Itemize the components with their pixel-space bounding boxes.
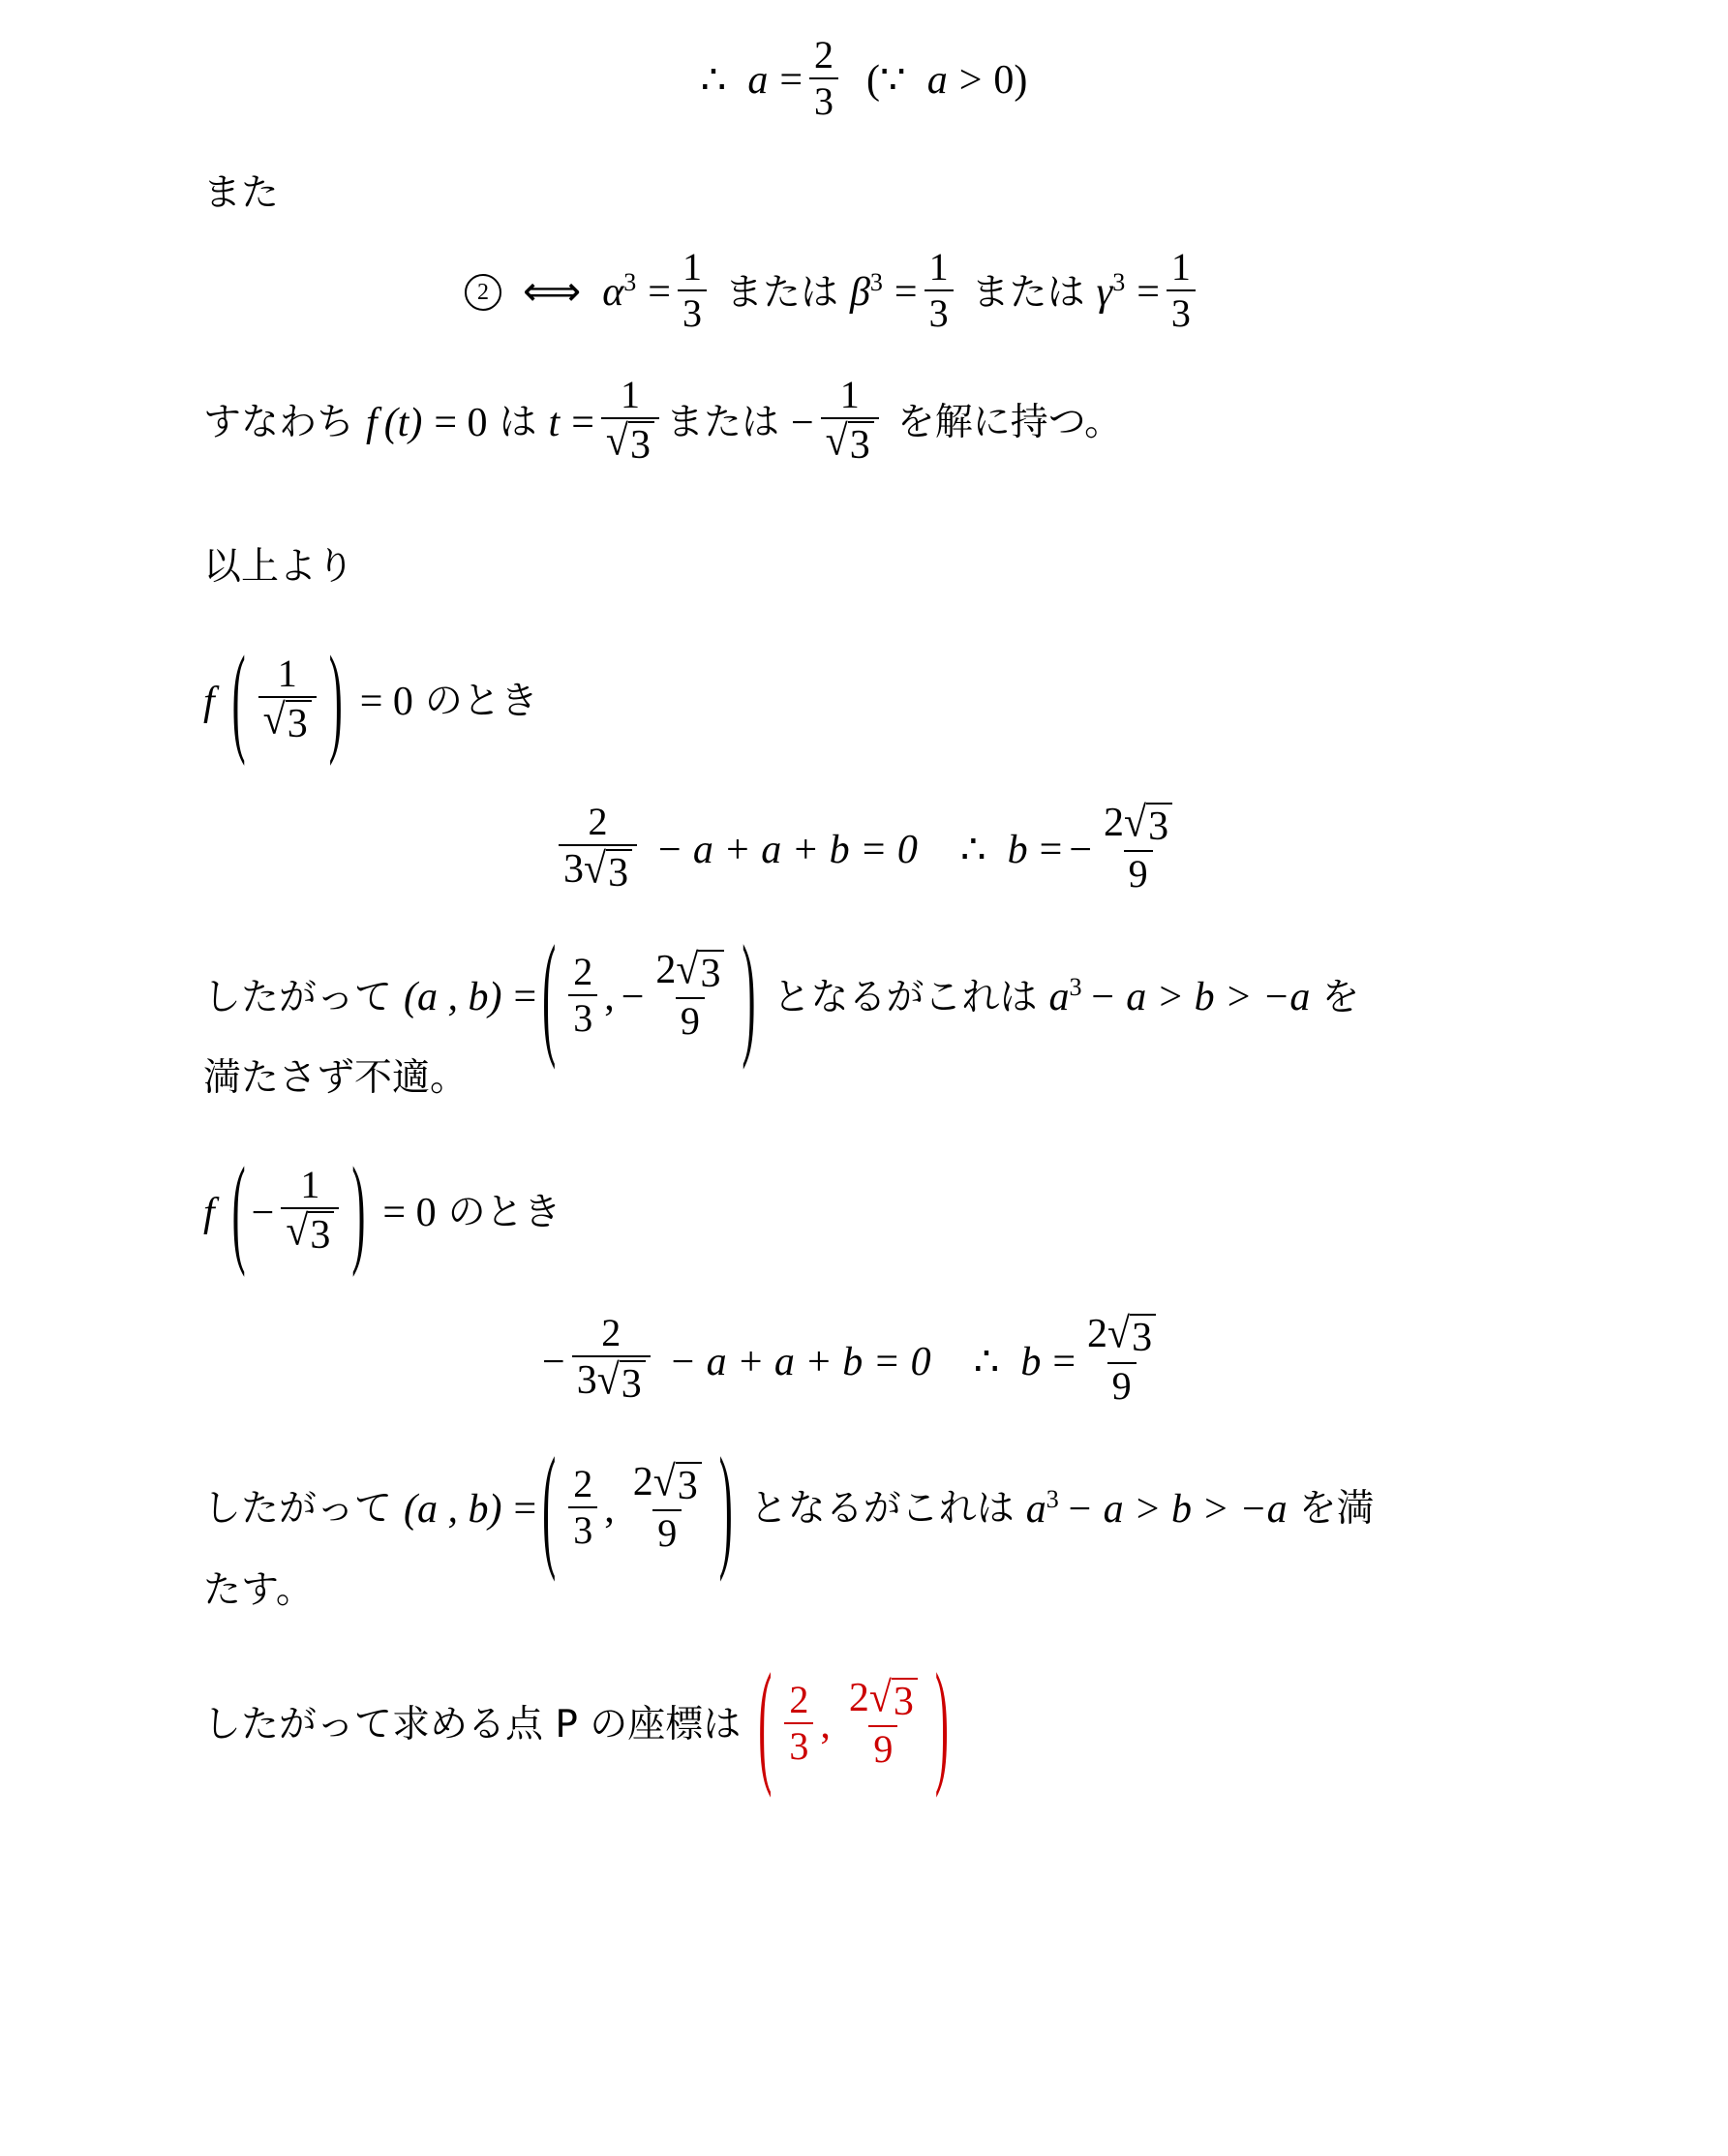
fraction-2sqrt3-over-9-neg: 2 √ 3 9 bbox=[1099, 802, 1177, 895]
condition-rest-1: − a > b > −a bbox=[1088, 975, 1311, 1020]
expression-case2-lhs: − a + a + b = 0 bbox=[668, 1339, 931, 1384]
paren-pair-case1: ( $\frac{2}{3}$ , − 2 √ 3 9 ) bbox=[542, 922, 756, 1074]
fraction-2sqrt3-9-case2: 2 √ 3 9 bbox=[628, 1461, 707, 1554]
text-matawa-1: または bbox=[724, 270, 838, 315]
sqrt-3-den1: √ 3 bbox=[584, 849, 632, 895]
sqrt-3-pair2: √ 3 bbox=[653, 1462, 702, 1507]
final-fraction-2sqrt3-9: 2 √ 3 9 bbox=[844, 1677, 923, 1770]
final-answer: したがって求める点 P の座標は ( $\frac{2}{3}$ , 2 √ 3 9 ) bbox=[0, 1679, 1728, 1772]
circled-number-2: 2 bbox=[465, 274, 501, 311]
equation-case2-solve bbox=[0, 1311, 1728, 1408]
variable-a-cond: a bbox=[926, 58, 948, 103]
fraction-2-over-3sqrt3: 2 3 √ 3 bbox=[559, 802, 637, 895]
beta-symbol: $\beta^3$ bbox=[849, 268, 883, 315]
conclusion-case1-cont: 満たさず不適。 bbox=[203, 1056, 469, 1101]
greater-than: > bbox=[958, 58, 983, 103]
conclusion-case2: したがって (a , b) = ( $\frac{2}{3}$ , 2 √ 3 9 ) となるがこれは $a^3$ − a > b > −a を満 bbox=[203, 1433, 1375, 1585]
equals-zero: = 0 bbox=[434, 400, 488, 445]
minus-sign-1: − bbox=[790, 400, 814, 445]
sqrt-3-pair1: √ 3 bbox=[676, 950, 724, 995]
minus-lead-case2: − bbox=[542, 1339, 565, 1384]
function-f-case2: f bbox=[203, 1190, 215, 1235]
sqrt-3-a: √ 3 bbox=[606, 421, 654, 467]
iff-symbol: ⟺ bbox=[523, 270, 582, 315]
text-ijou-yori: 以上より bbox=[203, 545, 355, 590]
variable-t: t bbox=[548, 400, 561, 445]
arg-t: (t) bbox=[383, 400, 423, 445]
minus-case2: − bbox=[251, 1190, 275, 1235]
conclusion-case2-cont: たす。 bbox=[203, 1567, 314, 1612]
fraction-two-thirds: $\frac{2}{3}$ bbox=[809, 35, 838, 122]
condition-rest-2: − a > b > −a bbox=[1065, 1486, 1288, 1532]
equation-case1-solve bbox=[0, 799, 1728, 896]
fraction-one-over-sqrt3-b: 1 √ 3 bbox=[821, 375, 879, 467]
equals-zero-case1: = 0 bbox=[359, 679, 413, 724]
fraction-2-over-3sqrt3-case2: 2 3 √ 3 bbox=[572, 1313, 651, 1406]
therefore-symbol: ∴ bbox=[700, 58, 727, 103]
paren-group-case2: ( − 1 √ 3 ) bbox=[231, 1145, 366, 1280]
sqrt-3-case1: √ 3 bbox=[263, 700, 312, 745]
equals-zero-case2: = 0 bbox=[382, 1190, 437, 1235]
variable-b-case1: b bbox=[1007, 828, 1028, 873]
equals-3: = bbox=[1137, 270, 1160, 315]
fraction-one-third-2: $\frac{1}{3}$ bbox=[925, 247, 954, 334]
equals-4: = bbox=[571, 400, 594, 445]
therefore-case1: ∴ bbox=[959, 828, 986, 873]
case-2-heading: f ( − 1 √ 3 ) = 0 のとき bbox=[203, 1145, 561, 1280]
text-matawa-2: または bbox=[971, 270, 1085, 315]
variable-b-case2: b bbox=[1020, 1339, 1042, 1384]
zero-close: 0) bbox=[993, 58, 1028, 103]
function-f-case1: f bbox=[203, 679, 215, 724]
fraction-2-3-case1: $\frac{2}{3}$ bbox=[568, 952, 597, 1039]
pair-ab-case2: (a , b) bbox=[404, 1486, 502, 1532]
fraction-one-over-sqrt3-a: 1 √ 3 bbox=[601, 375, 659, 467]
text-matawa-3: または bbox=[665, 401, 779, 445]
conclusion-case1: したがって (a , b) = ( $\frac{2}{3}$ , − 2 √ 3 9 ) となるがこれは $a^3$ − a > b > −a を bbox=[203, 922, 1360, 1074]
statement-roots: すなわち f (t) = 0 は t = 1 √ 3 または − 1 √ 3 を解に持つ。 bbox=[203, 373, 1123, 468]
because-open: (∵ bbox=[866, 58, 906, 103]
fraction-2sqrt3-9-case1: 2 √ 3 9 bbox=[651, 949, 729, 1042]
equation-cube-roots bbox=[0, 245, 1728, 336]
sqrt-3-num1: √ 3 bbox=[1124, 803, 1172, 848]
fraction-2sqrt3-over-9-pos: 2 √ 3 9 bbox=[1082, 1313, 1161, 1406]
sqrt-3-num2: √ 3 bbox=[1107, 1314, 1156, 1359]
final-answer-coordinates: ( $\frac{2}{3}$ , 2 √ 3 9 ) bbox=[758, 1649, 949, 1801]
final-fraction-2-3: $\frac{2}{3}$ bbox=[784, 1680, 813, 1767]
minus-case1: − bbox=[1069, 828, 1093, 873]
paren-pair-case2: ( $\frac{2}{3}$ , 2 √ 3 9 ) bbox=[542, 1433, 733, 1585]
fraction-one-over-sqrt3-case2: 1 √ 3 bbox=[281, 1165, 339, 1257]
sqrt-3-b: √ 3 bbox=[826, 421, 874, 467]
expression-case1-lhs: − a + a + b = 0 bbox=[655, 828, 918, 873]
equals-pair-case2: = bbox=[513, 1486, 537, 1532]
paren-group-case1: ( 1 √ 3 ) bbox=[231, 634, 343, 769]
fraction-2-3-case2: $\frac{2}{3}$ bbox=[568, 1464, 597, 1551]
equals-1: = bbox=[648, 270, 671, 315]
comma-case2: , bbox=[604, 1486, 615, 1532]
function-f: f bbox=[366, 400, 378, 445]
therefore-case2: ∴ bbox=[973, 1339, 1000, 1384]
final-comma: , bbox=[820, 1702, 831, 1747]
fraction-one-over-sqrt3-case1: 1 √ 3 bbox=[258, 653, 317, 745]
equals-2: = bbox=[894, 270, 918, 315]
pair-ab-case1: (a , b) bbox=[404, 975, 502, 1020]
case-1-heading: f ( 1 √ 3 ) = 0 のとき bbox=[203, 634, 538, 769]
sqrt-3-final: √ 3 bbox=[869, 1678, 918, 1723]
equals-pair-case1: = bbox=[513, 975, 537, 1020]
sqrt-3-den2: √ 3 bbox=[597, 1360, 646, 1406]
fraction-one-third-1: $\frac{1}{3}$ bbox=[678, 247, 707, 334]
fraction-one-third-3: $\frac{1}{3}$ bbox=[1167, 247, 1196, 334]
equals-case1: = bbox=[1039, 828, 1063, 873]
alpha-symbol: $\alpha^3$ bbox=[602, 268, 637, 315]
condition-a-cubed-2: $a^3$ bbox=[1025, 1484, 1059, 1532]
text-mata: また bbox=[203, 171, 280, 215]
minus-pair-case1: − bbox=[621, 975, 645, 1020]
equation-a-value bbox=[0, 33, 1728, 124]
sqrt-3-case2: √ 3 bbox=[286, 1211, 334, 1257]
variable-a: a bbox=[747, 58, 769, 103]
equals-case2: = bbox=[1052, 1339, 1076, 1384]
equals-sign: = bbox=[779, 58, 803, 103]
document-page bbox=[0, 33, 1728, 2156]
gamma-symbol: $\gamma^3$ bbox=[1096, 268, 1126, 315]
comma-case1: , bbox=[604, 975, 615, 1020]
condition-a-cubed-1: $a^3$ bbox=[1048, 973, 1082, 1020]
